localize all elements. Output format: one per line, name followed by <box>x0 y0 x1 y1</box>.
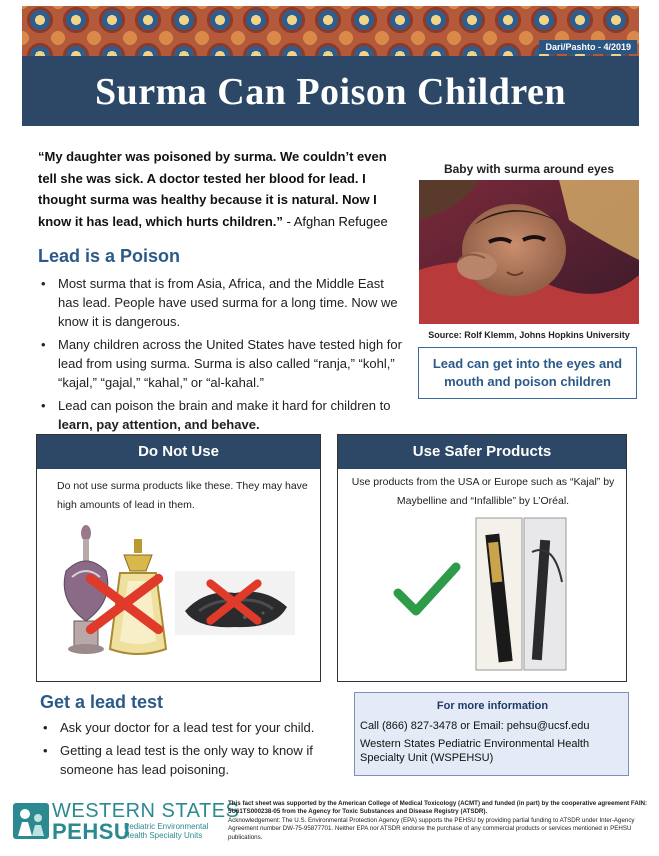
callout-text: Lead can get into the eyes and mouth and poison children <box>432 356 623 389</box>
more-info-title: For more information <box>436 700 549 712</box>
refugee-quote <box>38 146 398 232</box>
logo-subtitle: Pediatric Environmental Health Specialty Units <box>124 822 209 840</box>
list-item: • Most surma that is from Asia, Africa, and the Middle East has lead. People have used surma for a long time. Now we know it is dangerous. <box>38 274 403 331</box>
safer-products-heading: Use Safer Products <box>338 435 626 469</box>
logo-pehsu: PEHSU <box>52 819 131 844</box>
list-item: • Many children across the United States have tested high for lead from using surma. Surma is also called “ranja,” “kohl,” “kajal,” “gajal,” “kahal,” or “al-kahal.” <box>38 335 403 392</box>
quote-attribution: - Afghan Refugee <box>286 213 388 229</box>
page-title: Surma Can Poison Children <box>94 71 567 113</box>
list-item: • Ask your doctor for a lead test for your child. <box>40 718 345 737</box>
safer-products-text: Use products from the USA or Europe such as “Kajal” by Maybelline and “Infallible” by L’Oréal. <box>351 476 615 507</box>
red-x-icon <box>82 567 167 641</box>
photo-source: Source: Rolf Klemm, Johns Hopkins University <box>428 330 630 340</box>
do-not-use-heading: Do Not Use <box>37 435 320 469</box>
lead-poison-list <box>38 274 403 438</box>
funding-disclaimer <box>228 800 654 842</box>
green-check-icon <box>392 559 462 619</box>
title-bar <box>22 56 639 126</box>
bullet-text: Lead can poison the brain and make it hard for children to <box>58 398 391 413</box>
list-item: • Getting a lead test is the only way to know if someone has lead poisoning. <box>40 741 345 779</box>
do-not-use-text: Do not use surma products like these. They may have high amounts of lead in them. <box>57 480 308 511</box>
bullet-emphasis: learn, pay attention, and behave. <box>58 417 260 432</box>
lead-test-list <box>40 718 345 783</box>
do-not-use-box <box>36 434 321 682</box>
safer-products-image <box>472 512 570 677</box>
pehsu-logo <box>12 798 240 844</box>
lead-test-heading: Get a lead test <box>40 692 164 712</box>
pehsu-logo-icon <box>12 802 50 840</box>
red-x-icon <box>203 571 265 633</box>
baby-photo <box>419 180 639 324</box>
contact-line[interactable]: Call (866) 827-3478 or Email: pehsu@ucsf.edu <box>360 720 590 732</box>
eyes-mouth-callout <box>418 347 637 399</box>
logo-western-states: WESTERN STATES <box>52 800 240 822</box>
lead-poison-heading: Lead is a Poison <box>38 246 181 266</box>
organization-name: Western States Pediatric Environmental Health Specialty Unit (WSPEHSU) <box>360 738 590 764</box>
list-item <box>38 396 403 434</box>
quote-text: “My daughter was poisoned by surma. We couldn’t even tell she was sick. A doctor tested her blood for lead. I thought surma was healthy because it is natural. Now I know it has lead, which hurts children.” <box>38 149 387 229</box>
ack-text: The U.S. Environmental Protection Agency (EPA) supports the PEHSU by providing partial funding to ATSDR under Inter-Agency Agreement number DW-75-95877701. Neither EPA nor ATSDR endorse the purchase of any commercial products or services mentioned in PEHSU publications. <box>228 816 635 841</box>
safer-products-box <box>337 434 627 682</box>
support-statement: This fact sheet was supported by the American College of Medical Toxicology (ACMT) and funded (in part) by the cooperative agreement FAIN: 5U61TS000238-05 from the Agency for Toxic Substances and Disease Registry (ATSDR). <box>228 800 648 816</box>
photo-caption: Baby with surma around eyes <box>443 162 615 176</box>
more-info-box <box>354 692 629 776</box>
ack-label: Acknowledgement: <box>228 816 281 824</box>
date-label: Dari/Pashto - 4/2019 <box>539 40 637 54</box>
